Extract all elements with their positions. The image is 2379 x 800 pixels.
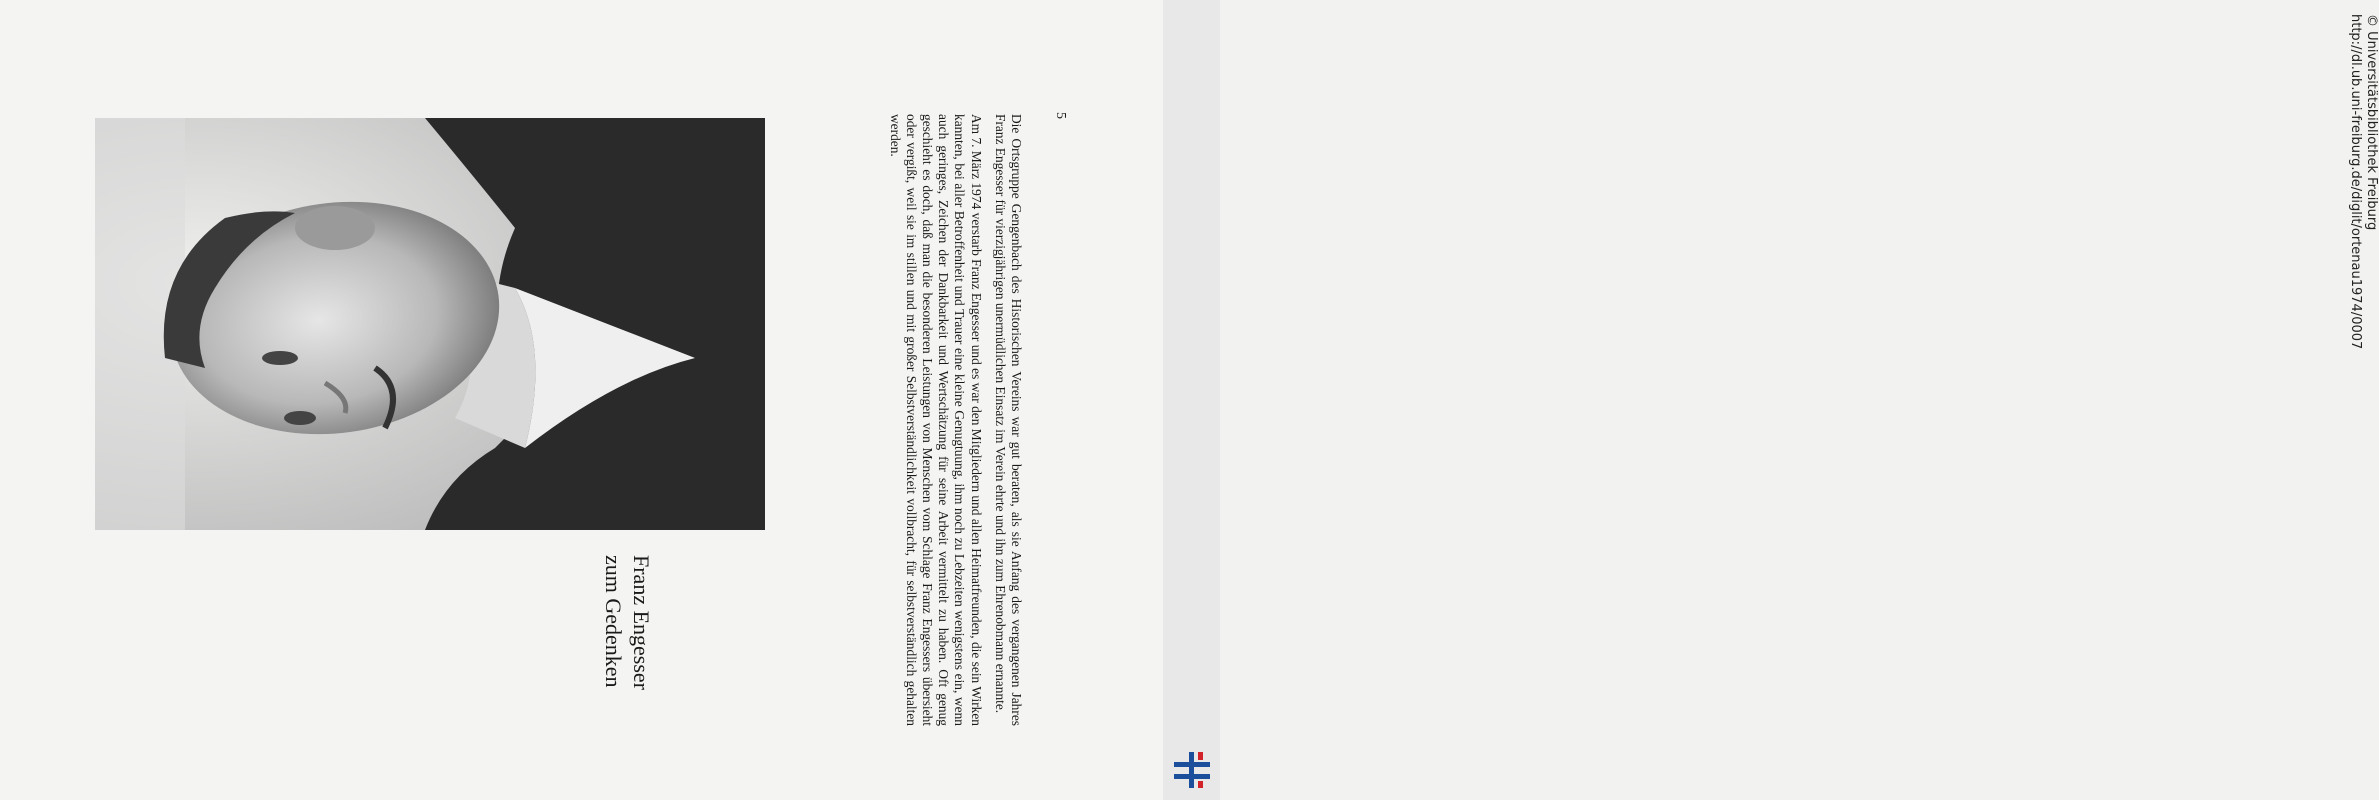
source-url-link[interactable]: http://dl.ub.uni-freiburg.de/diglit/ortenau1974/0007 [2348,14,2363,350]
library-sidebar [1163,0,2379,800]
ub-freiburg-logo-icon [1172,750,1212,790]
article-body [878,114,1024,726]
paragraph-2: Am 7. März 1974 verstarb Franz Engesser und es war den Mitgliedern und allen Heimatfreunden, die sein Wirken kannten, bei aller Betroffenheit und Trauer eine kleine Genugtuung, ihm noch zu Lebzeiten wenigstens ein, wenn auch geringes, Zeichen der Dankbarkeit und Wertschätzung für seine Arbeit vermittelt zu haben. Oft genug geschieht es doch, daß man die besonderen Leistungen von Menschen vom Schlage Franz Engessers übersieht oder vergißt, weil sie im stillen und mit großer Selbstverständlichkeit vollbracht, für selbstverständlich gehalten werden. [887,114,984,726]
page-number: 5 [1053,112,1068,119]
title-line-1: Franz Engesser [629,555,654,691]
paragraph-1: Die Ortsgruppe Gengenbach des Historischen Vereins war gut beraten, als sie Anfang des vergangenen Jahres Franz Engesser für vierzigjährigen unermüdlichen Einsatz im Verein ehrte und ihn zum Ehrenobmann ernannte. [992,114,1024,726]
copyright-notice: © Universitätsbibliothek Freiburg [2364,14,2379,231]
portrait-photo [95,118,765,530]
article-title [599,555,655,690]
title-line-2: zum Gedenken [601,555,626,688]
document-page [0,0,1163,800]
sidebar-text-block [2347,14,2379,349]
